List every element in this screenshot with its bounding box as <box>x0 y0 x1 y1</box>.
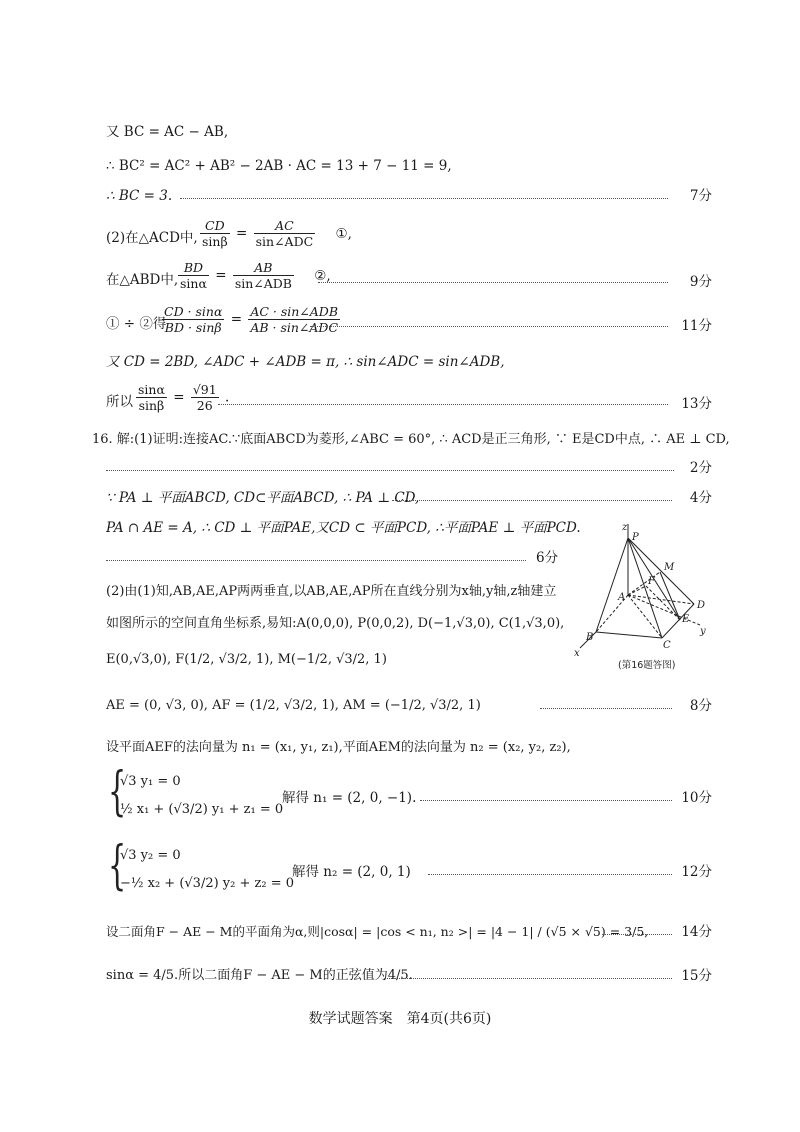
frac-den: sinα <box>180 276 207 291</box>
leader-dots <box>420 800 672 801</box>
text-l6a: ① ÷ ②得 <box>106 316 167 332</box>
text-p16: 16. 解:(1)证明:连接AC.∵底面ABCD为菱形,∠ABC = 60°, ∴ ACD是正三角形, ∵ E是CD中点, ∴ AE ⊥ CD, <box>92 432 730 447</box>
text-l5f: ②, <box>314 267 331 284</box>
text-l5a: 在△ABD中, <box>106 272 179 288</box>
score-15: 15分 <box>681 968 712 984</box>
line-divide: ① ÷ ②得 $\frac{CD \cdot \sin\alpha}{BD \cdot \sin\beta}$ = $\frac{\text{AC · sin∠ADB}}{\text{AB · sin∠ADC}}$ 11分 <box>106 304 712 335</box>
page-footer: 数学试题答案 第4页(共6页) <box>308 1011 492 1027</box>
frac-den: sinβ <box>202 234 228 249</box>
label-y: y <box>700 626 706 637</box>
line-triangle-acd: (2)在△ACD中, $\frac{CD}{\sin\beta}$ = $\frac{AC}{\text{sin∠ADC}}$ ①, <box>106 218 352 249</box>
frac-num: CD <box>205 218 225 233</box>
text-p21: E(0,√3,0), F(1/2, √3/2, 1), M(−1/2, √3/2, 1) <box>106 652 387 667</box>
frac-den: AB · sin∠ADC <box>250 320 339 335</box>
brace-icon: { <box>108 836 127 896</box>
leader-dots <box>384 978 672 979</box>
text-line7: 又 CD = 2BD, ∠ADC + ∠ADB = π, ∴ sin∠ADC = sin∠ADB, <box>106 354 505 370</box>
text-p25: sinα = 4/5.所以二面角F − AE − M的正弦值为4/5. <box>106 968 413 983</box>
leader-dots <box>392 500 672 501</box>
leader-dots <box>106 470 674 471</box>
score-9: 9分 <box>689 274 712 290</box>
label-z: z <box>622 522 628 533</box>
score-4: 4分 <box>689 490 712 506</box>
leader-dots <box>310 326 668 327</box>
sys1-result: 解得 n₁ = (2, 0, −1). <box>282 790 417 806</box>
text-line1: 又 BC = AC − AB, <box>106 124 229 140</box>
label-e: E <box>682 614 690 625</box>
edge-pb <box>596 538 628 632</box>
edge-pc <box>628 538 662 638</box>
score-8: 8分 <box>689 698 712 714</box>
sys1-row1: √3 y₁ = 0 <box>120 774 181 789</box>
line-ratio-result: 所以 $\frac{\sin\alpha}{\sin\beta}$ = $\frac{√91}{26}$ . 13分 <box>106 382 712 413</box>
label-b: B <box>586 632 594 643</box>
text-p17: ∵ PA ⊥ 平面ABCD, CD⊂平面ABCD, ∴ PA ⊥ CD, <box>106 490 420 506</box>
leader-dots <box>218 404 668 405</box>
leader-dots <box>540 708 672 709</box>
frac-num: AC · sin∠ADB <box>250 304 339 319</box>
edge-bc <box>596 632 662 638</box>
text-p20: 如图所示的空间直角坐标系,易知:A(0,0,0), P(0,0,2), D(−1,√3,0), C(1,√3,0), <box>106 616 565 631</box>
leader-dots <box>602 934 672 935</box>
score-12: 12分 <box>681 864 712 880</box>
frac-num: AB <box>254 260 273 275</box>
text-l4f: ①, <box>335 225 352 242</box>
edge-ac <box>628 595 662 638</box>
text-p19: (2)由(1)知,AB,AE,AP两两垂直,以AB,AE,AP所在直线分别为x轴,y轴,z轴建立 <box>106 584 557 599</box>
leader-dots <box>180 198 668 199</box>
sys2-row1: √3 y₂ = 0 <box>120 848 181 863</box>
figure-caption: (第16题答图) <box>618 660 676 670</box>
frac-num: √91 <box>192 382 217 397</box>
text-line3: ∴ BC = 3. <box>106 188 173 204</box>
frac-num: sinα <box>138 382 165 397</box>
frac-den: BD · sinβ <box>162 319 224 335</box>
frac-den: 26 <box>191 397 219 413</box>
edge-am <box>628 572 660 595</box>
score-14: 14分 <box>681 924 712 940</box>
figure-16 <box>570 520 720 670</box>
frac-den: sin∠ADC <box>255 234 314 249</box>
text-p24: 设二面角F − AE − M的平面角为α,则|cosα| = |cos < n₁, n₂ >| = |4 − 1| / (√5 × √5) = 3/5, <box>106 924 649 939</box>
frac-num: AC <box>275 218 294 233</box>
score-6: 6分 <box>536 550 559 566</box>
system-2 <box>0 836 800 900</box>
text-line2: ∴ BC² = AC² + AB² − 2AB · AC = 13 + 7 − 11 = 9, <box>106 158 452 174</box>
edge-fe <box>646 586 680 620</box>
edge-pd <box>628 538 694 604</box>
leader-dots <box>428 874 672 875</box>
label-m: M <box>664 562 675 573</box>
line-triangle-abd: 在△ABD中, $\frac{BD}{\sin\alpha}$ = $\frac{AB}{\text{sin∠ADB}}$ ②, 9分 <box>106 260 712 291</box>
system-1 <box>0 762 800 826</box>
sys2-row2: −½ x₂ + (√3/2) y₂ + z₂ = 0 <box>120 876 295 891</box>
frac-den: sin∠ADB <box>234 276 292 291</box>
brace-icon: { <box>108 762 127 822</box>
sys2-result: 解得 n₂ = (2, 0, 1) <box>292 864 411 880</box>
label-d: D <box>697 600 706 611</box>
label-a: A <box>618 592 626 603</box>
text-p22: AE = (0, √3, 0), AF = (1/2, √3/2, 1), AM = (−1/2, √3/2, 1) <box>106 698 481 713</box>
label-x: x <box>574 648 580 659</box>
text-p18: PA ∩ AE = A, ∴ CD ⊥ 平面PAE,又CD ⊂ 平面PCD, ∴平面PAE ⊥ 平面PCD. <box>106 520 581 536</box>
sys1-row2: ½ x₁ + (√3/2) y₁ + z₁ = 0 <box>120 802 284 817</box>
label-f: F <box>648 576 655 587</box>
score-13: 13分 <box>681 396 712 412</box>
leader-dots <box>106 560 526 561</box>
score-11: 11分 <box>681 318 712 334</box>
score-2: 2分 <box>689 460 712 476</box>
score-7: 7分 <box>689 188 712 204</box>
leader-dots <box>318 282 668 283</box>
score-10: 10分 <box>681 790 712 806</box>
text-l4a: (2)在△ACD中, <box>106 230 198 246</box>
text-l8a: 所以 <box>106 394 133 410</box>
frac-num: CD · sinα <box>164 304 223 319</box>
label-c: C <box>663 640 671 651</box>
label-p: P <box>632 532 639 543</box>
frac-num: BD <box>183 260 204 275</box>
text-p23: 设平面AEF的法向量为 n₁ = (x₁, y₁, z₁),平面AEM的法向量为 n₂ = (x₂, y₂, z₂), <box>106 740 571 755</box>
frac-den: sinβ <box>136 397 167 413</box>
